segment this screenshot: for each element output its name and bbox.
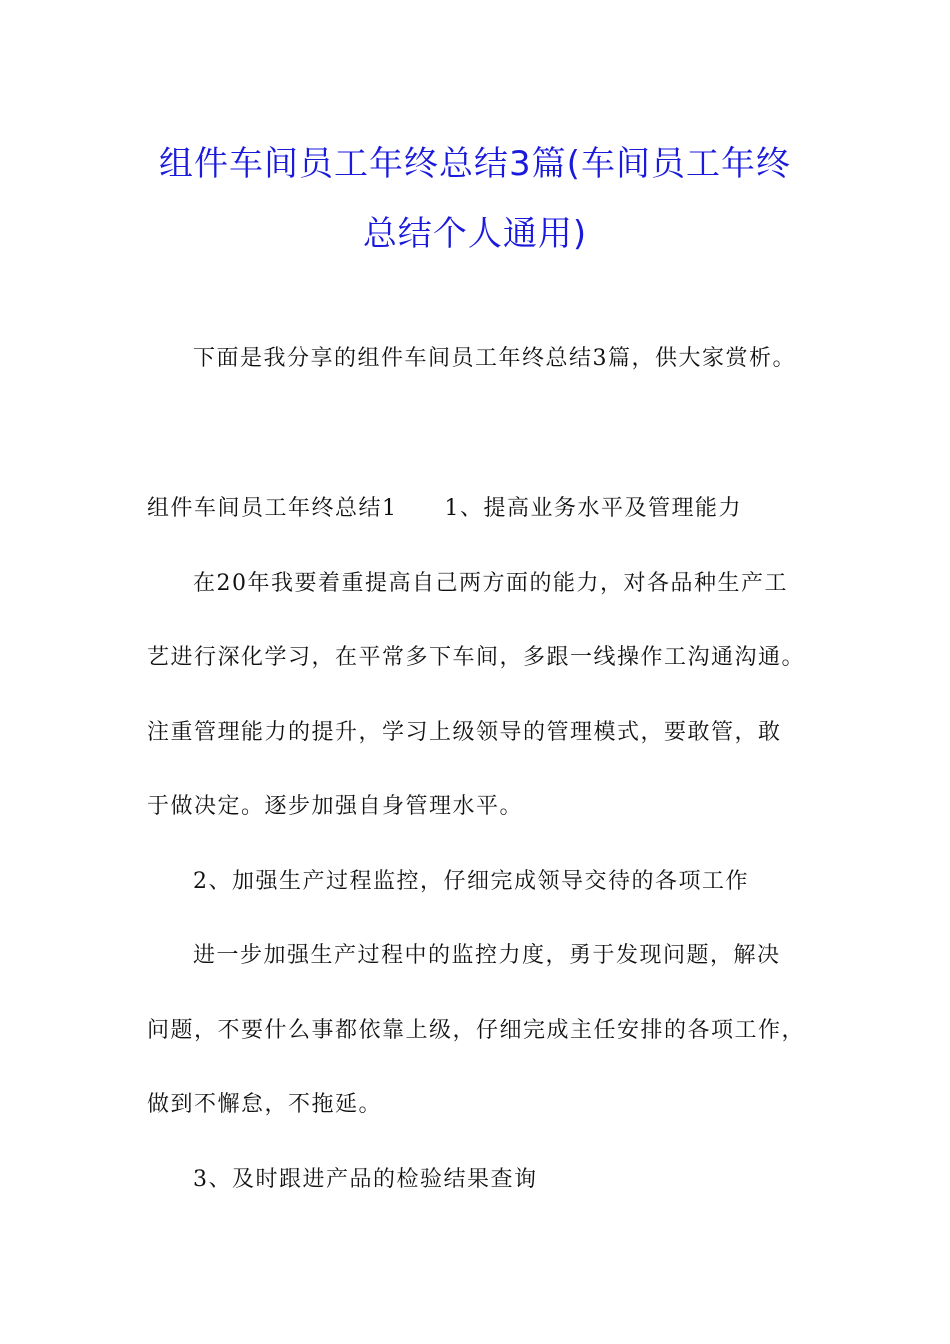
title-line-2: 总结个人通用) — [362, 214, 588, 254]
paragraph-1-line-2: 艺进行深化学习，在平常多下车间，多跟一线操作工沟通沟通。 — [147, 645, 806, 670]
intro-paragraph: 下面是我分享的组件车间员工年终总结3篇，供大家赏析。 — [193, 346, 796, 371]
paragraph-1-line-3: 注重管理能力的提升，学习上级领导的管理模式，要敢管，敢 — [147, 720, 782, 745]
list-item-3: 3、及时跟进产品的检验结果查询 — [193, 1167, 538, 1192]
paragraph-1-line-1: 在20年我要着重提高自己两方面的能力，对各品种生产工 — [193, 571, 788, 596]
list-item-2: 2、加强生产过程监控，仔细完成领导交待的各项工作 — [193, 869, 749, 894]
paragraph-2-line-1: 进一步加强生产过程中的监控力度，勇于发现问题，解决 — [193, 943, 781, 968]
paragraph-1-line-4: 于做决定。逐步加强自身管理水平。 — [147, 794, 524, 819]
paragraph-2-line-2: 问题，不要什么事都依靠上级，仔细完成主任安排的各项工作， — [147, 1018, 806, 1043]
section-heading-1: 组件车间员工年终总结1 1、提高业务水平及管理能力 — [147, 496, 742, 521]
title-line-1: 组件车间员工年终总结3篇(车间员工年终 — [159, 144, 791, 184]
paragraph-2-line-3: 做到不懈怠，不拖延。 — [147, 1092, 383, 1117]
